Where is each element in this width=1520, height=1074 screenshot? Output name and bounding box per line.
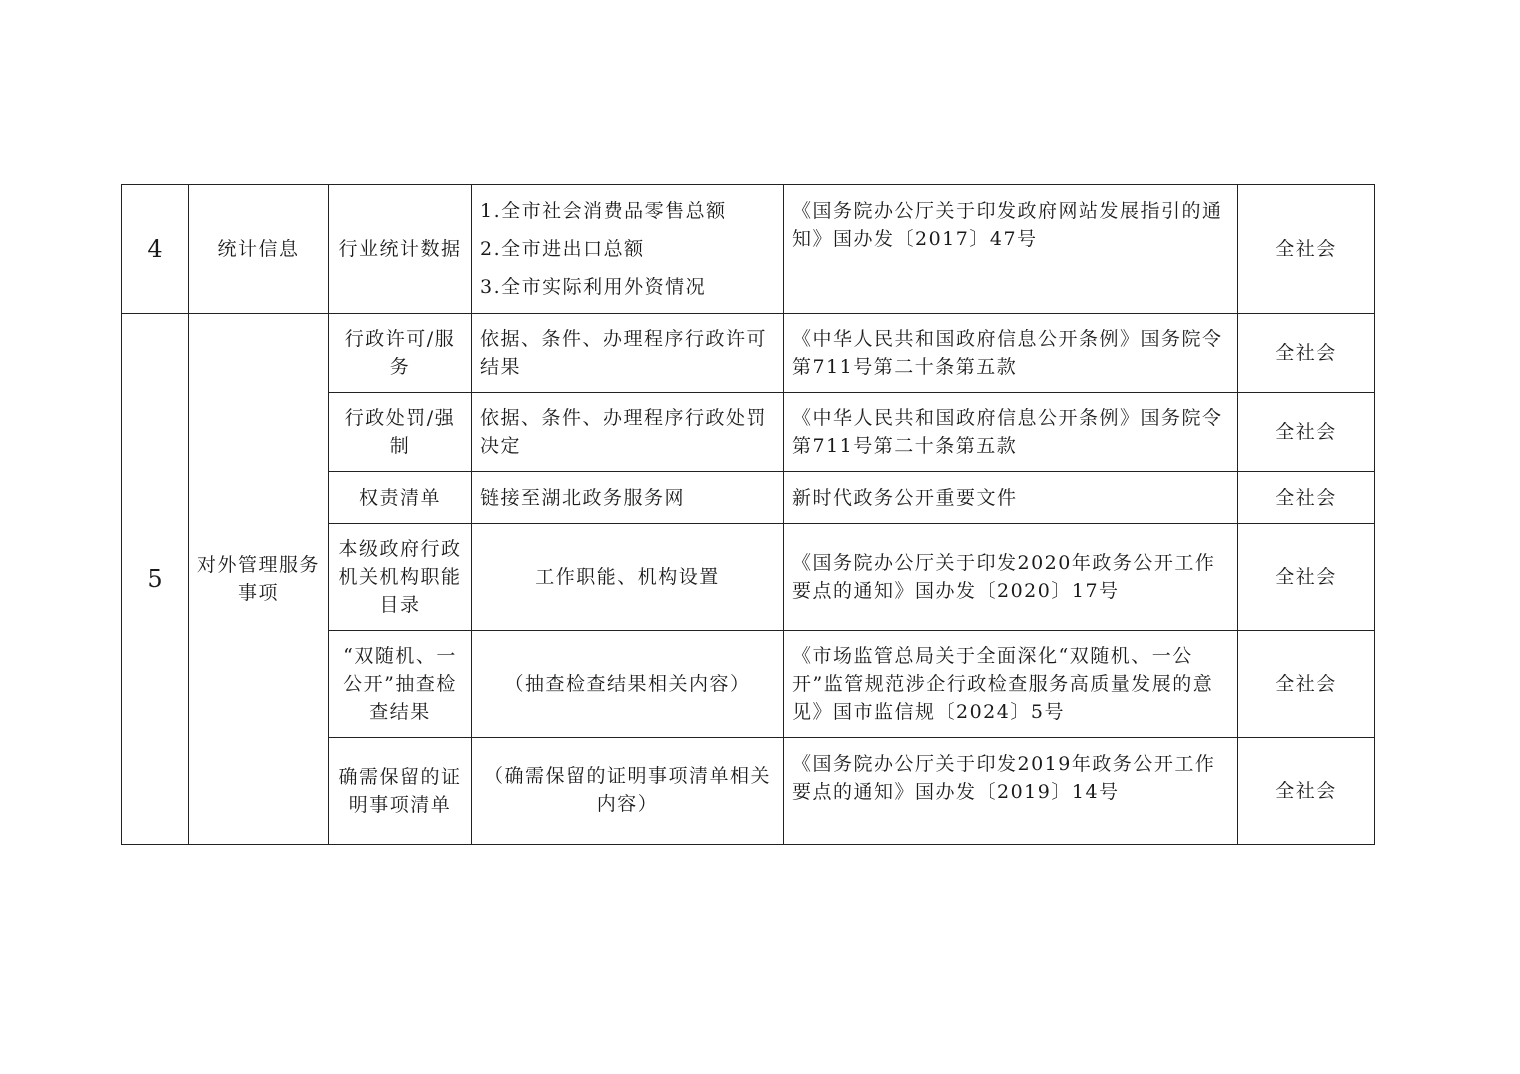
scope-cell: 全社会 <box>1238 314 1375 393</box>
subcategory-cell: 行业统计数据 <box>329 185 472 314</box>
table-row <box>122 314 1375 393</box>
basis-cell: 《中华人民共和国政府信息公开条例》国务院令第711号第二十条第五款 <box>784 314 1238 393</box>
content-cell: 链接至湖北政务服务网 <box>472 472 784 524</box>
subcategory-cell: “双随机、一公开”抽查检查结果 <box>329 631 472 738</box>
basis-cell: 《国务院办公厅关于印发2020年政务公开工作要点的通知》国办发〔2020〕17号 <box>784 524 1238 631</box>
content-cell: 依据、条件、办理程序行政许可结果 <box>472 314 784 393</box>
content-cell <box>472 185 784 314</box>
basis-cell: 新时代政务公开重要文件 <box>784 472 1238 524</box>
scope-cell: 全社会 <box>1238 185 1375 314</box>
content-list-item: 1.全市社会消费品零售总额 <box>480 200 727 222</box>
scope-cell: 全社会 <box>1238 524 1375 631</box>
content-list-item: 2.全市进出口总额 <box>480 238 645 260</box>
basis-cell: 《中华人民共和国政府信息公开条例》国务院令第711号第二十条第五款 <box>784 393 1238 472</box>
table-row <box>122 185 1375 314</box>
row-number: 4 <box>122 185 189 314</box>
scope-cell: 全社会 <box>1238 472 1375 524</box>
subcategory-cell: 行政处罚/强制 <box>329 393 472 472</box>
subcategory-cell: 权责清单 <box>329 472 472 524</box>
disclosure-table <box>121 184 1375 845</box>
category-cell: 对外管理服务事项 <box>189 314 329 845</box>
basis-cell: 《市场监管总局关于全面深化“双随机、一公开”监管规范涉企行政检查服务高质量发展的意见》国市监信规〔2024〕5号 <box>784 631 1238 738</box>
subcategory-cell: 本级政府行政机关机构职能目录 <box>329 524 472 631</box>
row-number: 5 <box>122 314 189 845</box>
category-cell: 统计信息 <box>189 185 329 314</box>
content-cell: （抽查检查结果相关内容） <box>472 631 784 738</box>
content-cell: 依据、条件、办理程序行政处罚决定 <box>472 393 784 472</box>
basis-cell: 《国务院办公厅关于印发2019年政务公开工作要点的通知》国办发〔2019〕14号 <box>784 738 1238 845</box>
content-list-item: 3.全市实际利用外资情况 <box>480 276 707 298</box>
subcategory-cell: 确需保留的证明事项清单 <box>329 738 472 845</box>
content-cell: 工作职能、机构设置 <box>472 524 784 631</box>
basis-cell: 《国务院办公厅关于印发政府网站发展指引的通知》国办发〔2017〕47号 <box>784 185 1238 314</box>
scope-cell: 全社会 <box>1238 738 1375 845</box>
scope-cell: 全社会 <box>1238 631 1375 738</box>
subcategory-cell: 行政许可/服务 <box>329 314 472 393</box>
content-cell: （确需保留的证明事项清单相关内容） <box>472 738 784 845</box>
scope-cell: 全社会 <box>1238 393 1375 472</box>
